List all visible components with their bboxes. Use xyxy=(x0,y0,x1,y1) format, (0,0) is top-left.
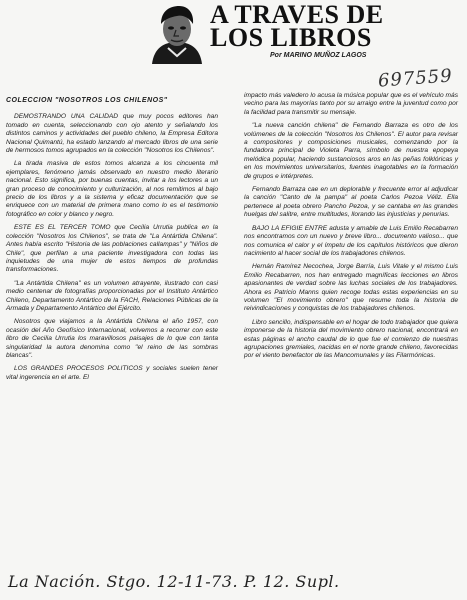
paragraph: La tirada masiva de estos tomos alcanza a los cincuenta mil ejemplares, fenómeno jamás observado en nuestro medio literario nacional. Esto significa, por buenas cuentas, invitar a los lectores a un gran proceso de conocimiento y culturización, al nos remitimos al bajo precio de los libros y a la sistema y eficaz documentación que se enriquece con un material de primera mano como lo es el testimonio fotográfico en color y blanco y negro. xyxy=(6,160,218,218)
paragraph: Nosotros que viajamos a la Antártida Chilena el año 1957, con ocasión del Año Geofísico Internacional, volvemos a recorrer con este libro de Cecilia Urrutia los maravillosos paisajes de lo que con tanta singularidad la autora denomina como "el reino de las sombras blancas". xyxy=(6,318,218,359)
handwritten-source-note: La Nación. Stgo. 12-11-73. P. 12. Supl. xyxy=(8,572,340,591)
paragraph: Libro sencillo, indispensable en el hogar de todo trabajador que quiera imponerse de la historia del movimiento obrero nacional, encontrará en estas páginas el ancho caudal de lo que fue el comienzo de nuestras agrupaciones gremiales, nacidas en el norte grande chileno, favorecidas por el viento benefactor de las Mancomunales y las Filarmónicas. xyxy=(244,318,458,360)
paragraph: LOS GRANDES PROCESOS POLITICOS y sociales suelen tener vital ingerencia en el arte. El xyxy=(6,365,218,381)
headline-line-2: LOS LIBROS xyxy=(210,23,372,52)
section-title: COLECCION "NOSOTROS LOS CHILENOS" xyxy=(6,97,168,104)
paragraph: "La Antártida Chilena" es un volumen atrayente, ilustrado con casi medio centenar de fotografías proporcionadas por el Instituto Antártico Chileno, Departamento Antártico de la FACH, Relaciones Públicas de la Armada y Departamento Antártico del Ejército. xyxy=(6,279,218,312)
paragraph: ESTE ES EL TERCER TOMO que Cecilia Urrutia publica en la colección "Nosotros los Chilenos", se trata de "La Antártida Chilena". Antes había escrito "Historia de las poblaciones callampas" y "Niños de Chile", que perfilan a una paciente investigadora con todas las inquietudes de una mujer de estos tiempos de profundas transformaciones. xyxy=(6,224,218,274)
paragraph: "La nueva canción chilena" de Fernando Barraza es otro de los volúmenes de la colección "Nosotros los Chilenos". El autor para revisar a compositores y composiciones musicales, comenzando por la fundadora principal de Violeta Parra, símbolo de nuestra epopeya melódica popular, haciendo sustanciosos aros en las peñas folklóricas y en los movimientos universitarios, fuentes inagotables en la formación de grupos e intérpretes. xyxy=(244,122,458,180)
byline: Por MARINO MUÑOZ LAGOS xyxy=(270,52,367,59)
paragraph: impacto más valedero lo acusa la música popular que es el vehículo más vecino para las mayorías tanto por su arraigo entre la juventud como por la facilidad para transmitir su mensaje. xyxy=(244,92,458,116)
paragraph: DEMOSTRANDO UNA CALIDAD que muy pocos editores han tomado en cuenta, seleccionando con ojo atento y señalando los distintos caminos y actividades del pueblo chileno, la Empresa Editora Nacional Quimantú, ha estado lanzando al mercado libros de una serie de hermosos tomos agrupados en la colección "Nosotros los Chilenos". xyxy=(6,113,218,155)
left-column xyxy=(6,95,218,387)
headline-line-1: A TRAVES DE xyxy=(210,0,384,29)
paragraph: Fernando Barraza cae en un deplorable y frecuente error al adjudicar la canción "Canto de la pampa" al poeta Carlos Pezoa Véliz. Ella pertenece al poeta obrero Pancho Pezoa, y se cantaba en las grandes huelgas del salitre, entre multitudes, llorando las injusticias y penurias. xyxy=(244,186,458,219)
right-column xyxy=(244,92,458,366)
archive-stamp-number: 697559 xyxy=(377,65,454,92)
paragraph: Hernán Ramírez Necochea, Jorge Barría, Luis Vitale y el mismo Luis Emilio Recabarren, nos han entregado magníficas lecciones en libros apasionantes de verdad sobre las luchas sociales de los trabajadores. Ahora es Patricio Manns quien recoge todas estas experiencias en su volumen "El movimiento obrero" que resume toda la historia de reivindicaciones y conquistas de los trabajadores chilenos. xyxy=(244,263,458,313)
column-headline xyxy=(210,0,460,52)
author-portrait xyxy=(146,4,208,64)
paragraph: BAJO LA EFIGIE ENTRE adusta y amable de Luis Emilio Recabarren nos encontramos con un nuevo y breve libro... documento valioso... que nos comunica el calor y el ímpetu de los capítulos históricos que dieron nacimiento al hacer social de los trabajadores chilenos. xyxy=(244,224,458,257)
